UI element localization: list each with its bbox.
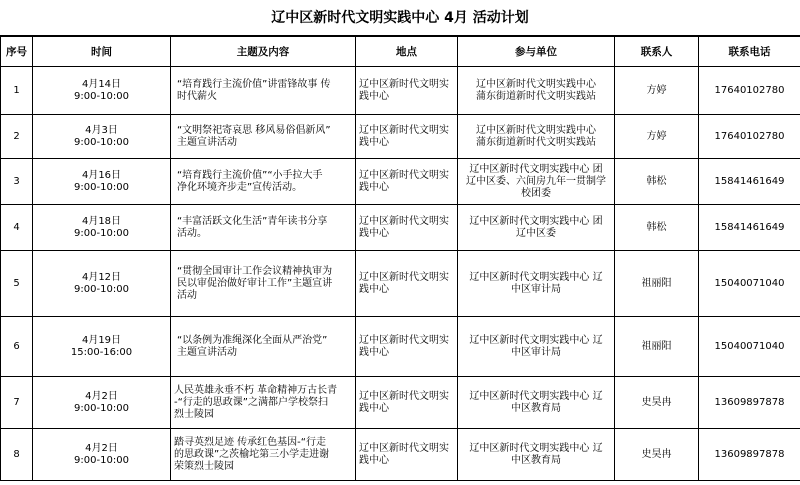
cell-phone: 17640102780 bbox=[699, 67, 800, 115]
cell-time: 4月2日 9:00-10:00 bbox=[33, 377, 171, 429]
table-row bbox=[1, 317, 800, 377]
cell-topic: “以条例为准绳深化全面从严治党” 主题宣讲活动 bbox=[171, 317, 356, 377]
header-units: 参与单位 bbox=[458, 37, 615, 67]
cell-phone: 13609897878 bbox=[699, 377, 800, 429]
cell-phone: 15841461649 bbox=[699, 205, 800, 251]
cell-contact: 韩松 bbox=[615, 205, 699, 251]
cell-contact: 史昊冉 bbox=[615, 429, 699, 481]
cell-no: 8 bbox=[1, 429, 33, 481]
table-row bbox=[1, 67, 800, 115]
cell-phone: 17640102780 bbox=[699, 115, 800, 159]
cell-phone: 15040071040 bbox=[699, 317, 800, 377]
cell-topic: 踏寻英烈足迹 传承红色基因-“行走 的思政课”之茨榆坨第三小学走进谢 荣策烈士陵园 bbox=[171, 429, 356, 481]
cell-topic: “培育践行主流价值”“小手拉大手 净化环境齐步走”宣传活动。 bbox=[171, 159, 356, 205]
page-title: 辽中区新时代文明实践中心 4月 活动计划 bbox=[0, 0, 800, 36]
cell-contact: 祖丽阳 bbox=[615, 251, 699, 317]
cell-no: 3 bbox=[1, 159, 33, 205]
cell-no: 6 bbox=[1, 317, 33, 377]
cell-place: 辽中区新时代文明实 践中心 bbox=[356, 67, 458, 115]
cell-topic: “丰富活跃文化生活”青年读书分享 活动。 bbox=[171, 205, 356, 251]
cell-units: 辽中区新时代文明实践中心 辽 中区审计局 bbox=[458, 251, 615, 317]
cell-contact: 史昊冉 bbox=[615, 377, 699, 429]
cell-time: 4月19日 15:00-16:00 bbox=[33, 317, 171, 377]
header-topic: 主题及内容 bbox=[171, 37, 356, 67]
cell-topic: “贯彻全国审计工作会议精神执审为 民以审促治做好审计工作”主题宣讲 活动 bbox=[171, 251, 356, 317]
table-row bbox=[1, 251, 800, 317]
cell-no: 1 bbox=[1, 67, 33, 115]
table-row bbox=[1, 205, 800, 251]
header-row bbox=[1, 37, 800, 67]
cell-units: 辽中区新时代文明实践中心 辽 中区教育局 bbox=[458, 377, 615, 429]
cell-contact: 韩松 bbox=[615, 159, 699, 205]
table-row bbox=[1, 115, 800, 159]
cell-units: 辽中区新时代文明实践中心 蒲东街道新时代文明实践站 bbox=[458, 115, 615, 159]
header-no: 序号 bbox=[1, 37, 33, 67]
header-contact: 联系人 bbox=[615, 37, 699, 67]
header-place: 地点 bbox=[356, 37, 458, 67]
cell-no: 2 bbox=[1, 115, 33, 159]
cell-units: 辽中区新时代文明实践中心 团 辽中区委 bbox=[458, 205, 615, 251]
cell-contact: 方婷 bbox=[615, 67, 699, 115]
cell-units: 辽中区新时代文明实践中心 团 辽中区委、六间房九年一贯制学 校团委 bbox=[458, 159, 615, 205]
cell-place: 辽中区新时代文明实 践中心 bbox=[356, 377, 458, 429]
cell-time: 4月12日 9:00-10:00 bbox=[33, 251, 171, 317]
cell-time: 4月16日 9:00-10:00 bbox=[33, 159, 171, 205]
cell-time: 4月14日 9:00-10:00 bbox=[33, 67, 171, 115]
cell-contact: 祖丽阳 bbox=[615, 317, 699, 377]
cell-contact: 方婷 bbox=[615, 115, 699, 159]
table-row bbox=[1, 159, 800, 205]
cell-no: 4 bbox=[1, 205, 33, 251]
cell-no: 7 bbox=[1, 377, 33, 429]
cell-no: 5 bbox=[1, 251, 33, 317]
cell-phone: 15841461649 bbox=[699, 159, 800, 205]
cell-place: 辽中区新时代文明实 践中心 bbox=[356, 317, 458, 377]
header-time: 时间 bbox=[33, 37, 171, 67]
cell-units: 辽中区新时代文明实践中心 辽 中区审计局 bbox=[458, 317, 615, 377]
activity-table bbox=[0, 36, 800, 481]
cell-place: 辽中区新时代文明实 践中心 bbox=[356, 429, 458, 481]
table-row bbox=[1, 377, 800, 429]
cell-phone: 15040071040 bbox=[699, 251, 800, 317]
table-row bbox=[1, 429, 800, 481]
cell-place: 辽中区新时代文明实 践中心 bbox=[356, 115, 458, 159]
cell-topic: “文明祭祀寄哀思 移风易俗倡新风” 主题宣讲活动 bbox=[171, 115, 356, 159]
cell-place: 辽中区新时代文明实 践中心 bbox=[356, 205, 458, 251]
cell-phone: 13609897878 bbox=[699, 429, 800, 481]
cell-time: 4月18日 9:00-10:00 bbox=[33, 205, 171, 251]
cell-time: 4月2日 9:00-10:00 bbox=[33, 429, 171, 481]
cell-topic: 人民英雄永垂不朽 革命精神万古长青 -“行走的思政课”之满都户学校祭扫 烈士陵园 bbox=[171, 377, 356, 429]
cell-units: 辽中区新时代文明实践中心 蒲东街道新时代文明实践站 bbox=[458, 67, 615, 115]
header-phone: 联系电话 bbox=[699, 37, 800, 67]
cell-place: 辽中区新时代文明实 践中心 bbox=[356, 159, 458, 205]
cell-place: 辽中区新时代文明实 践中心 bbox=[356, 251, 458, 317]
cell-topic: “培育践行主流价值”讲雷锋故事 传 时代薪火 bbox=[171, 67, 356, 115]
cell-time: 4月3日 9:00-10:00 bbox=[33, 115, 171, 159]
cell-units: 辽中区新时代文明实践中心 辽 中区教育局 bbox=[458, 429, 615, 481]
